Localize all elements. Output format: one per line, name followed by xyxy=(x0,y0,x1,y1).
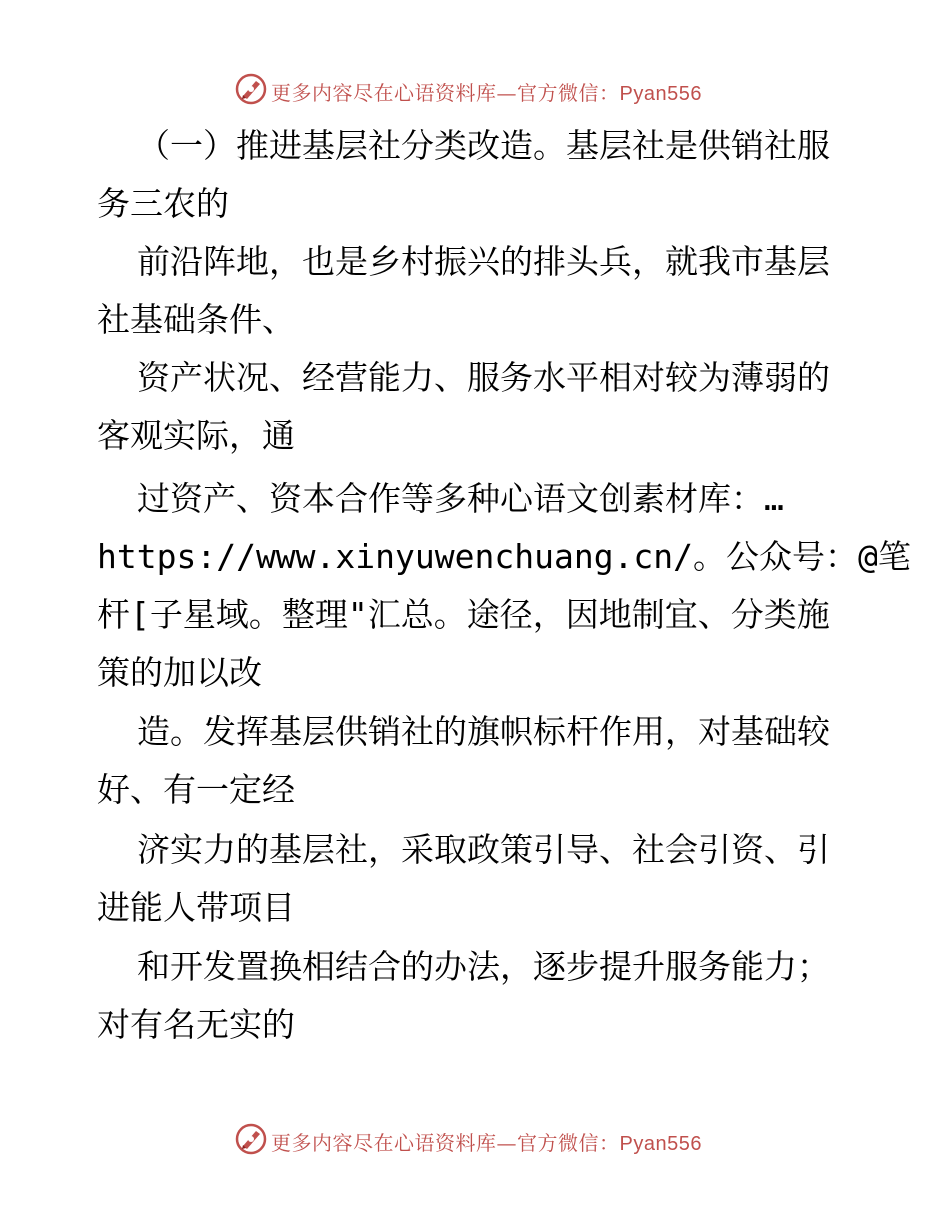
text-line: 资产状况、经营能力、服务水平相对较为薄弱的 xyxy=(137,358,830,397)
text-line: 造。发挥基层供销社的旗帜标杆作用，对基础较 xyxy=(137,712,830,751)
header-wechat-label: 官方微信： xyxy=(517,81,620,105)
logo-icon xyxy=(234,72,268,106)
footer-wechat-id: Pyan556 xyxy=(619,1133,702,1155)
footer-banner-title: 更多内容尽在心语资料库 xyxy=(271,1131,497,1155)
text-line: （一）推进基层社分类改造。基层社是供销社服 xyxy=(137,126,830,165)
footer-banner xyxy=(0,1120,950,1160)
footer-banner-text xyxy=(271,1127,702,1156)
text-line: 济实力的基层社，采取政策引导、社会引资、引 xyxy=(137,830,830,869)
header-banner-title: 更多内容尽在心语资料库 xyxy=(271,81,497,105)
text-line: 杆[子星域。整理"汇总。途径，因地制宜、分类施 xyxy=(97,595,830,634)
header-banner-separator: — xyxy=(496,81,517,105)
text-line: 好、有一定经 xyxy=(97,770,295,809)
text-line: 对有名无实的 xyxy=(97,1005,295,1044)
header-banner xyxy=(0,70,950,110)
text-line: 前沿阵地，也是乡村振兴的排头兵，就我市基层 xyxy=(137,242,830,281)
footer-wechat-label: 官方微信： xyxy=(517,1131,620,1155)
header-wechat-id: Pyan556 xyxy=(619,83,702,105)
text-line: 社基础条件、 xyxy=(97,300,295,339)
text-line: 策的加以改 xyxy=(97,653,262,692)
text-line: https://www.xinyuwenchuang.cn/。公众号：@笔 xyxy=(97,537,911,576)
text-line: 和开发置换相结合的办法，逐步提升服务能力； xyxy=(137,947,830,986)
header-banner-text xyxy=(271,77,702,106)
logo-icon xyxy=(234,1122,268,1156)
text-line: 务三农的 xyxy=(97,184,229,223)
footer-banner-separator: — xyxy=(496,1131,517,1155)
text-line: 客观实际，通 xyxy=(97,416,295,455)
text-line: 进能人带项目 xyxy=(97,888,295,927)
text-line: 过资产、资本合作等多种心语文创素材库：… xyxy=(137,479,784,518)
